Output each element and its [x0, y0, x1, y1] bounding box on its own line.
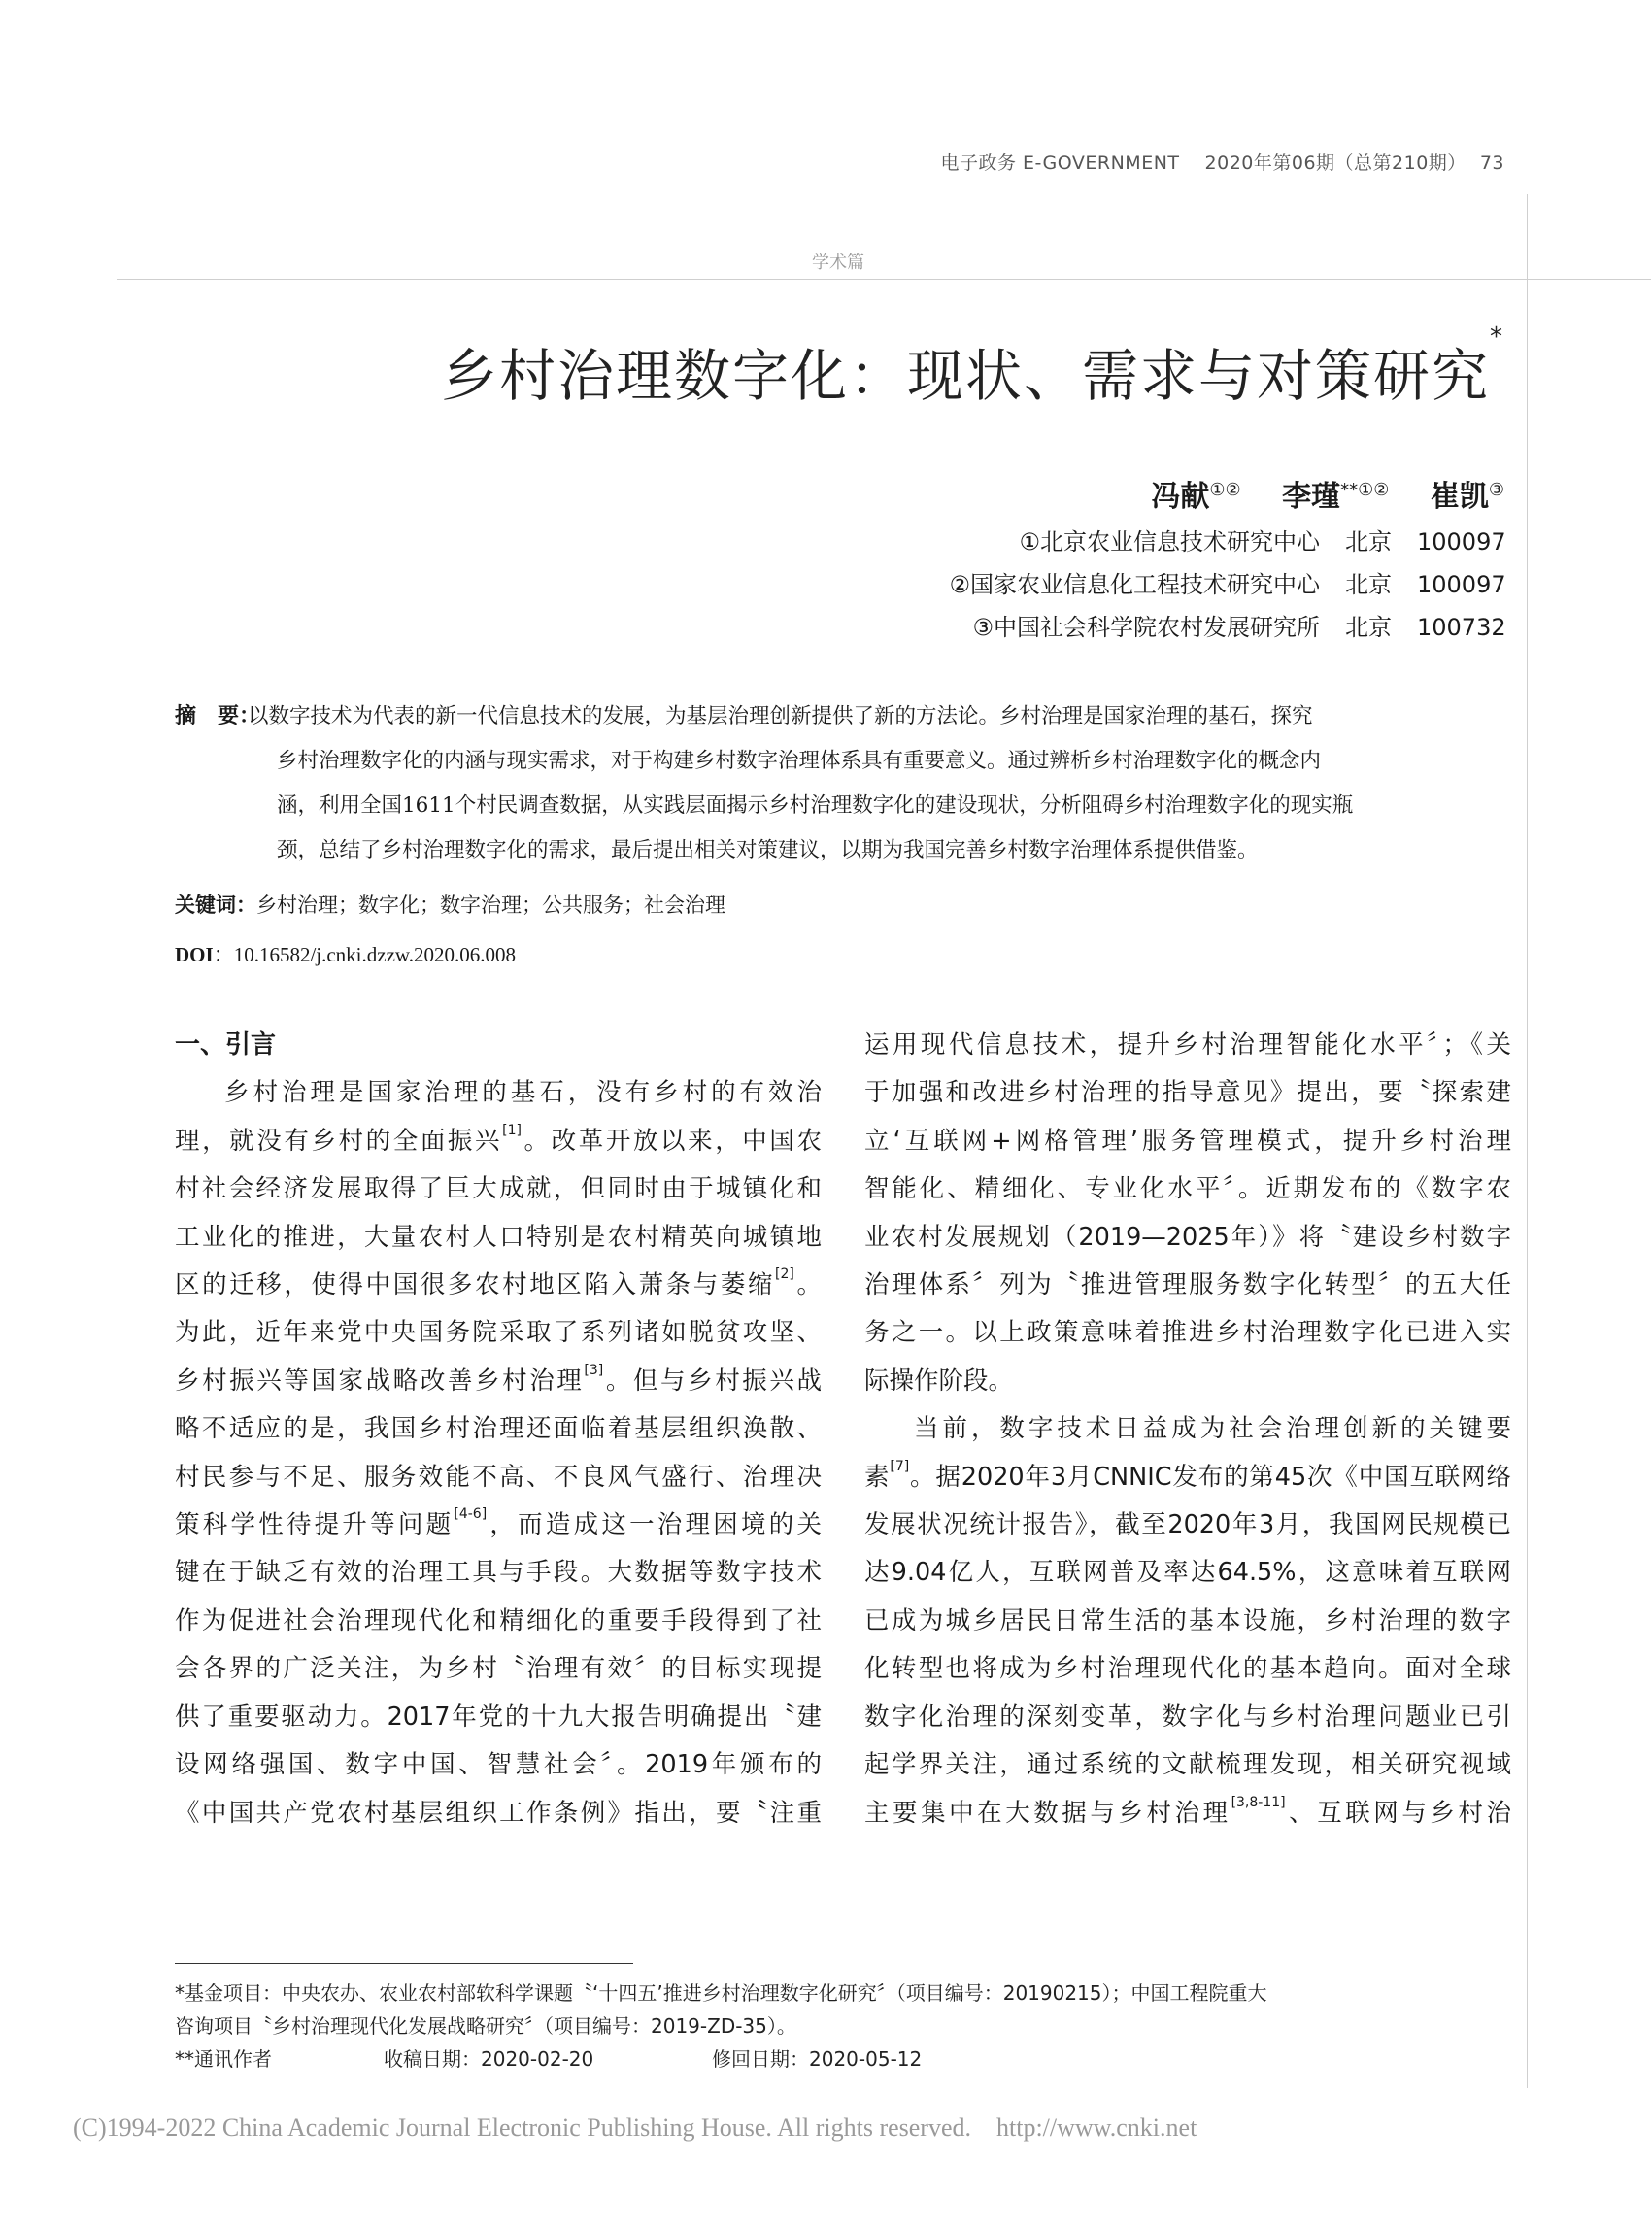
author-list [1120, 472, 1504, 515]
body-text-line [175, 1309, 822, 1357]
body-text: 村社会经济发展取得了巨大成就，但同时由于城镇化和 [175, 1174, 822, 1204]
body-text: 供了重要驱动力。2017年党的十九大报告明确提出〝建 [175, 1702, 822, 1732]
author-name: 李瑾 [1282, 480, 1341, 514]
body-text: 治理体系〞列为〝推进管理服务数字化转型〞的五大任 [864, 1270, 1511, 1300]
author-name: 冯献 [1151, 480, 1210, 514]
footnote-rule [175, 1963, 633, 1964]
body-text: 发展状况统计报告》，截至2020年3月，我国网民规模已 [864, 1510, 1511, 1540]
body-text: 主要集中在大数据与乡村治理 [864, 1798, 1231, 1828]
body-text: 村民参与不足、服务效能不高、不良风气盛行、治理决 [175, 1462, 822, 1492]
body-text: 素 [864, 1462, 891, 1492]
body-text-line [864, 1645, 1511, 1693]
affiliation-org: ③中国社会科学院农村发展研究所 [972, 614, 1320, 641]
body-text-line [864, 1694, 1511, 1741]
body-text-line [864, 1790, 1511, 1838]
affiliation [949, 565, 1504, 599]
abstract-line: 涵，利用全国1611个村民调查数据，从实践层面揭示乡村治理数字化的建设现状，分析阻碍乡村治理数字化的现实瓶 [277, 793, 1354, 818]
author-affil-mark: **①② [1340, 480, 1390, 500]
body-text: 于加强和改进乡村治理的指导意见》提出，要〝探索建 [864, 1078, 1511, 1108]
journal-name: 电子政务 E-GOVERNMENT [940, 152, 1180, 174]
header-vertical-rule [1527, 194, 1528, 2088]
citation-ref[interactable]: [1] [502, 1122, 522, 1138]
header-horizontal-rule [117, 279, 1651, 280]
body-text: 、互联网与乡村治 [1285, 1798, 1511, 1828]
body-text-line [175, 1358, 822, 1405]
paper-title-text: 乡村治理数字化：现状、需求与对策研究 [440, 343, 1490, 409]
body-text-line [175, 1165, 822, 1213]
citation-ref[interactable]: [2] [775, 1266, 794, 1283]
footnote-corresponding: **通讯作者 [175, 2047, 272, 2071]
body-text-line [864, 1165, 1511, 1213]
paper-title [440, 322, 1504, 412]
body-text-line [864, 1214, 1511, 1262]
body-text: 理，就没有乡村的全面振兴 [175, 1126, 503, 1156]
body-column-left [175, 1022, 822, 1838]
body-text: 为此，近年来党中央国务院采取了系列诸如脱贫攻坚、 [175, 1318, 822, 1348]
body-text-line [175, 1069, 822, 1117]
body-text: 运用现代信息技术，提升乡村治理智能化水平〞；《关 [864, 1030, 1511, 1060]
body-text: 起学界关注，通过系统的文献梳理发现，相关研究视域 [864, 1750, 1511, 1780]
author [1431, 480, 1504, 514]
affiliation-zip: 100732 [1417, 614, 1506, 641]
affiliation [972, 608, 1504, 642]
affiliation [1019, 523, 1504, 556]
affiliation-city: 北京 [1345, 571, 1392, 598]
doi-separator: ： [213, 943, 234, 966]
footnote-received-date: 收稿日期：2020-02-20 [384, 2047, 594, 2071]
citation-ref[interactable]: [3] [584, 1362, 604, 1378]
section-label: 学术篇 [812, 253, 864, 273]
body-text: 。但与乡村振兴战 [603, 1366, 822, 1396]
title-footnote-mark: * [1490, 322, 1504, 352]
body-text-line [864, 1454, 1511, 1501]
body-text-line [175, 1262, 822, 1309]
body-text-line [864, 1501, 1511, 1549]
affiliation-org: ①北京农业信息技术研究中心 [1019, 528, 1320, 556]
body-text: 设网络强国、数字中国、智慧社会〞。2019年颁布的 [175, 1750, 822, 1780]
body-text-line [864, 1118, 1511, 1165]
body-text-line [864, 1262, 1511, 1309]
body-text-line [175, 1454, 822, 1501]
abstract-line: 以数字技术为代表的新一代信息技术的发展，为基层治理创新提供了新的方法论。乡村治理是国家治理的基石，探究 [248, 704, 1313, 728]
body-text-line [864, 1309, 1511, 1357]
abstract-body [248, 694, 1510, 873]
body-text: 。 [793, 1270, 822, 1300]
body-text: 会各界的广泛关注，为乡村〝治理有效〞的目标实现提 [175, 1654, 822, 1684]
body-text-line [175, 1741, 822, 1789]
abstract-label: 摘 要： [175, 704, 261, 728]
body-text: 业农村发展规划（2019—2025年）》将〝建设乡村数字 [864, 1222, 1511, 1252]
body-text: 作为促进社会治理现代化和精细化的重要手段得到了社 [175, 1605, 822, 1636]
body-text: 际操作阶段。 [864, 1366, 1014, 1396]
body-text: 当前，数字技术日益成为社会治理创新的关键要 [914, 1414, 1511, 1444]
body-text-line [864, 1741, 1511, 1789]
body-column-right [864, 1022, 1511, 1838]
author-name: 崔凯 [1430, 480, 1489, 514]
author [1151, 480, 1240, 514]
abstract-line: 乡村治理数字化的内涵与现实需求，对于构建乡村数字治理体系具有重要意义。通过辨析乡村治理数字化的概念内 [277, 749, 1322, 773]
body-text-line [175, 1214, 822, 1262]
doi [175, 939, 516, 968]
body-text-line [175, 1790, 822, 1838]
doi-value[interactable]: 10.16582/j.cnki.dzzw.2020.06.008 [233, 943, 516, 966]
body-text-line [175, 1405, 822, 1453]
copyright-url[interactable]: http://www.cnki.net [996, 2113, 1197, 2142]
section-heading: 一、引言 [175, 1030, 277, 1060]
footnote-revised-date: 修回日期：2020-05-12 [712, 2047, 923, 2071]
issue-info: 2020年第06期（总第210期） [1204, 152, 1467, 174]
affiliation-zip: 100097 [1417, 571, 1506, 598]
body-text: 立‘互联网+网格管理’服务管理模式，提升乡村治理 [864, 1126, 1511, 1156]
body-text-line [175, 1118, 822, 1165]
body-text: 数字化治理的深刻变革，数字化与乡村治理问题业已引 [864, 1702, 1511, 1732]
running-header [940, 149, 1504, 175]
body-text: 。改革开放以来，中国农 [521, 1126, 822, 1156]
body-text: 化转型也将成为乡村治理现代化的基本趋向。面对全球 [864, 1654, 1511, 1684]
author-affil-mark: ③ [1488, 480, 1504, 500]
body-text-line [864, 1405, 1511, 1453]
body-text: 达9.04亿人，互联网普及率达64.5%，这意味着互联网 [864, 1558, 1511, 1588]
keywords-text: 乡村治理；数字化；数字治理；公共服务；社会治理 [256, 894, 725, 917]
body-text: 策科学性待提升等问题 [175, 1510, 455, 1540]
body-text: 略不适应的是，我国乡村治理还面临着基层组织涣散、 [175, 1414, 822, 1444]
body-text: 乡村治理是国家治理的基石，没有乡村的有效治 [224, 1078, 822, 1108]
body-text-line [175, 1549, 822, 1597]
abstract-line: 颈，总结了乡村治理数字化的需求，最后提出相关对策建议，以期为我国完善乡村数字治理体系提供借鉴。 [277, 838, 1259, 862]
keywords [175, 890, 725, 919]
citation-ref[interactable]: [4-6] [454, 1506, 488, 1523]
body-text-line [864, 1549, 1511, 1597]
author [1282, 480, 1389, 514]
body-text-line [175, 1598, 822, 1645]
affiliation-city: 北京 [1345, 614, 1392, 641]
citation-ref[interactable]: [7] [890, 1458, 910, 1474]
body-text-line [175, 1694, 822, 1741]
body-text-line [175, 1501, 822, 1549]
body-text: 工业化的推进，大量农村人口特别是农村精英向城镇地 [175, 1222, 822, 1252]
body-text: 《中国共产党农村基层组织工作条例》指出，要〝注重 [175, 1798, 822, 1828]
body-text: 智能化、精细化、专业化水平〞。近期发布的《数字农 [864, 1174, 1511, 1204]
body-text-line [175, 1645, 822, 1693]
citation-ref[interactable]: [3,8-11] [1231, 1794, 1286, 1810]
body-text-line [864, 1022, 1511, 1069]
copyright-line [73, 2113, 1197, 2142]
body-text: 。据2020年3月CNNIC发布的第45次《中国互联网络 [909, 1462, 1511, 1492]
body-text: 乡村振兴等国家战略改善乡村治理 [175, 1366, 585, 1396]
doi-label: DOI [175, 943, 214, 966]
body-text: 务之一。以上政策意味着推进乡村治理数字化已进入实 [864, 1318, 1511, 1348]
affiliation-city: 北京 [1345, 528, 1392, 556]
footnote-fund-line2: 咨询项目〝乡村治理现代化发展战略研究〞（项目编号：2019-ZD-35）。 [175, 2014, 796, 2038]
body-text-line [864, 1069, 1511, 1117]
body-text: 区的迁移，使得中国很多农村地区陷入萧条与萎缩 [175, 1270, 776, 1300]
affiliation-zip: 100097 [1417, 528, 1506, 556]
body-text: ，而造成这一治理困境的关 [487, 1510, 822, 1540]
keywords-label: 关键词： [175, 894, 256, 917]
copyright-text: (C)1994-2022 China Academic Journal Electronic Publishing House. All rights reserved. [73, 2113, 971, 2142]
body-text-line [864, 1598, 1511, 1645]
affiliation-org: ②国家农业信息化工程技术研究中心 [949, 571, 1320, 598]
body-text: 已成为城乡居民日常生活的基本设施，乡村治理的数字 [864, 1605, 1511, 1636]
footnote-fund-line1: *基金项目：中央农办、农业农村部软科学课题〝‘十四五’推进乡村治理数字化研究〞（项目编号：20190215）；中国工程院重大 [175, 1981, 1267, 2005]
author-affil-mark: ①② [1209, 480, 1241, 500]
body-text-line [864, 1358, 1511, 1405]
body-text: 键在于缺乏有效的治理工具与手段。大数据等数字技术 [175, 1558, 822, 1588]
page-number: 73 [1479, 152, 1504, 174]
